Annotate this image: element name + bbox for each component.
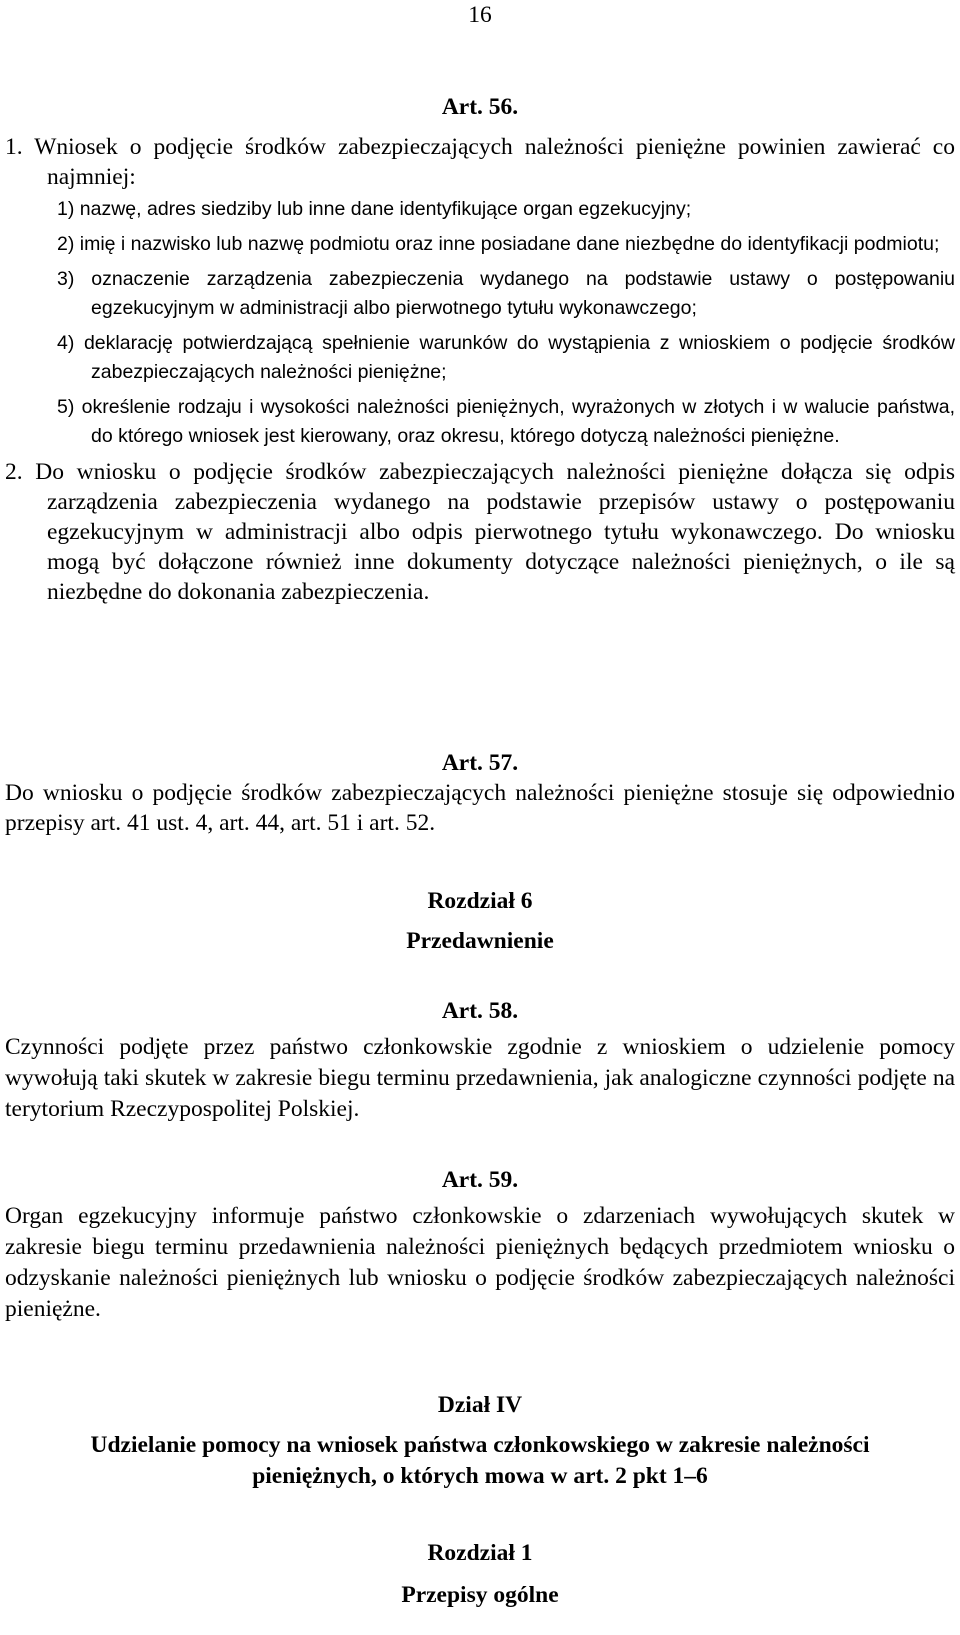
paragraph-text: Do wniosku o podjęcie środków zabezpieczających należności pieniężne dołącza się odpis zarządzenia zabezpieczenia wydanego na podstawie przepisów ustawy o postępowaniu egzekucyjnym w administracji albo odpis pierwotnego tytułu wykonawczego. Do wniosku mogą być dołączone również inne dokumenty dotyczące należności pieniężnych, o ile są niezbędne do dokonania zabezpieczenia.	[35, 459, 956, 605]
list-item	[0, 230, 960, 259]
list-item	[0, 329, 960, 387]
paragraph-number: 2.	[5, 459, 23, 485]
article-57	[0, 748, 960, 838]
item-number: 4)	[57, 332, 75, 354]
article-58-heading: Art. 58.	[441, 998, 519, 1024]
paragraph-number: 1.	[5, 134, 23, 160]
article-58-text: Czynności podjęte przez państwo członkowskie zgodnie z wnioskiem o udzielenie pomocy wywołują taki skutek w zakresie biegu terminu przedawnienia, jak analogiczne czynności podjęte na terytorium Rzeczypospolitej Polskiej.	[5, 1034, 955, 1122]
list-item	[0, 393, 960, 451]
chapter-6-title: Przedawnienie	[406, 928, 554, 954]
page-number: 16	[468, 2, 492, 28]
article-56-item-list	[0, 195, 960, 451]
chapter-1-label: Rozdział 1	[427, 1540, 533, 1566]
item-number: 1)	[57, 198, 75, 220]
item-number: 3)	[57, 268, 75, 290]
item-number: 5)	[57, 396, 75, 418]
item-text: imię i nazwisko lub nazwę podmiotu oraz inne posiadane dane niezbędne do identyfikacji podmiotu;	[79, 233, 940, 255]
list-item	[0, 265, 960, 323]
division-4-label: Dział IV	[437, 1392, 523, 1418]
division-4	[0, 1390, 960, 1492]
item-text: nazwę, adres siedziby lub inne dane identyfikujące organ egzekucyjny;	[79, 198, 692, 220]
item-number: 2)	[57, 233, 75, 255]
article-56-paragraph-2	[0, 457, 960, 607]
article-57-heading: Art. 57.	[441, 750, 519, 776]
chapter-6	[0, 885, 960, 957]
chapter-6-label: Rozdział 6	[427, 888, 533, 914]
article-59-text: Organ egzekucyjny informuje państwo członkowskie o zdarzeniach wywołujących skutek w zakresie biegu terminu przedawnienia należności pieniężnych będących przedmiotem wniosku o odzyskanie należności pieniężnych lub wniosku o podjęcie środków zabezpieczających należności pieniężne.	[5, 1203, 955, 1322]
item-text: określenie rodzaju i wysokości należności pieniężnych, wyrażonych w złotych i w walucie państwa, do którego wniosek jest kierowany, oraz okresu, którego dotyczą należności pieniężne.	[81, 396, 955, 447]
article-56	[0, 92, 960, 607]
article-59-heading: Art. 59.	[441, 1167, 519, 1193]
chapter-1	[0, 1538, 960, 1610]
paragraph-text: Wniosek o podjęcie środków zabezpieczających należności pieniężne powinien zawierać co najmniej:	[34, 134, 955, 190]
item-text: deklarację potwierdzającą spełnienie warunków do wystąpienia z wnioskiem o podjęcie środków zabezpieczających należności pieniężne;	[83, 332, 955, 383]
chapter-1-title: Przepisy ogólne	[401, 1582, 559, 1608]
division-4-title: Udzielanie pomocy na wniosek państwa członkowskiego w zakresie należności pieniężnych, o których mowa w art. 2 pkt 1–6	[90, 1432, 870, 1489]
item-text: oznaczenie zarządzenia zabezpieczenia wydanego na podstawie ustawy o postępowaniu egzekucyjnym w administracji albo pierwotnego tytułu wykonawczego;	[91, 268, 955, 319]
list-item	[0, 195, 960, 224]
article-58	[0, 996, 960, 1125]
article-59	[0, 1165, 960, 1325]
article-56-heading: Art. 56.	[441, 94, 519, 120]
article-57-text: Do wniosku o podjęcie środków zabezpieczających należności pieniężne stosuje się odpowiednio przepisy art. 41 ust. 4, art. 44, art. 51 i art. 52.	[5, 780, 955, 836]
article-56-paragraph-1	[0, 132, 960, 192]
